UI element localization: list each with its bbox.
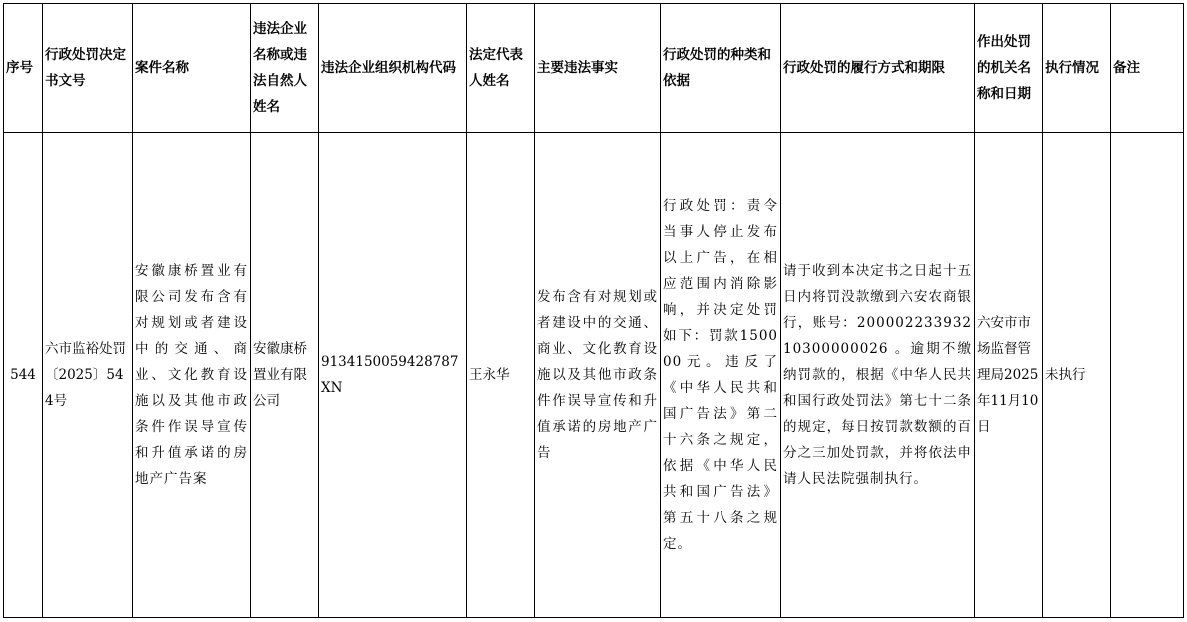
cell-facts: 发布含有对规划或者建设中的交通、商业、文化教育设施以及其他市政条件作误导宣传和升值承诺的房地产广告 — [535, 133, 661, 618]
header-penalty-type: 行政处罚的种类和依据 — [661, 4, 781, 133]
header-method: 行政处罚的履行方式和期限 — [781, 4, 975, 133]
header-status: 执行情况 — [1043, 4, 1111, 133]
header-doc-no: 行政处罚决定书文号 — [43, 4, 133, 133]
header-facts: 主要违法事实 — [535, 4, 661, 133]
header-remarks: 备注 — [1111, 4, 1184, 133]
cell-remarks — [1111, 133, 1184, 618]
cell-legal-rep: 王永华 — [467, 133, 535, 618]
penalty-table — [3, 3, 1184, 618]
header-party-name: 违法企业名称或违法自然人姓名 — [251, 4, 319, 133]
cell-party-name: 安徽康桥置业有限公司 — [251, 133, 319, 618]
header-row — [4, 4, 1184, 133]
cell-method: 请于收到本决定书之日起十五日内将罚没款缴到六安农商银行，账号：20000223393210300000026 。逾期不缴纳罚款的，根据《中华人民共和国行政处罚法》第七十二条的规定，每日按罚款数额的百分之三加处罚款，并将依法申请人民法院强制执行。 — [781, 133, 975, 618]
table-row — [4, 133, 1184, 618]
header-org-code: 违法企业组织机构代码 — [319, 4, 467, 133]
header-legal-rep: 法定代表人姓名 — [467, 4, 535, 133]
cell-authority: 六安市市场监督管理局2025年11月10日 — [975, 133, 1043, 618]
cell-doc-no: 六市监裕处罚〔2025〕544号 — [43, 133, 133, 618]
cell-penalty-type: 行政处罚：责令当事人停止发布以上广告，在相应范围内消除影响，并决定处罚如下：罚款150000元。违反了《中华人民共和国广告法》第二十六条之规定，依据《中华人民共和国广告法》第五十八条之规定。 — [661, 133, 781, 618]
cell-case-name: 安徽康桥置业有限公司发布含有对规划或者建设中的交通、商业、文化教育设施以及其他市政条件作误导宣传和升值承诺的房地产广告案 — [133, 133, 251, 618]
header-seq: 序号 — [4, 4, 43, 133]
header-case-name: 案件名称 — [133, 4, 251, 133]
cell-org-code: 9134150059428787XN — [319, 133, 467, 618]
cell-seq: 544 — [4, 133, 43, 618]
cell-status: 未执行 — [1043, 133, 1111, 618]
header-authority: 作出处罚的机关名称和日期 — [975, 4, 1043, 133]
